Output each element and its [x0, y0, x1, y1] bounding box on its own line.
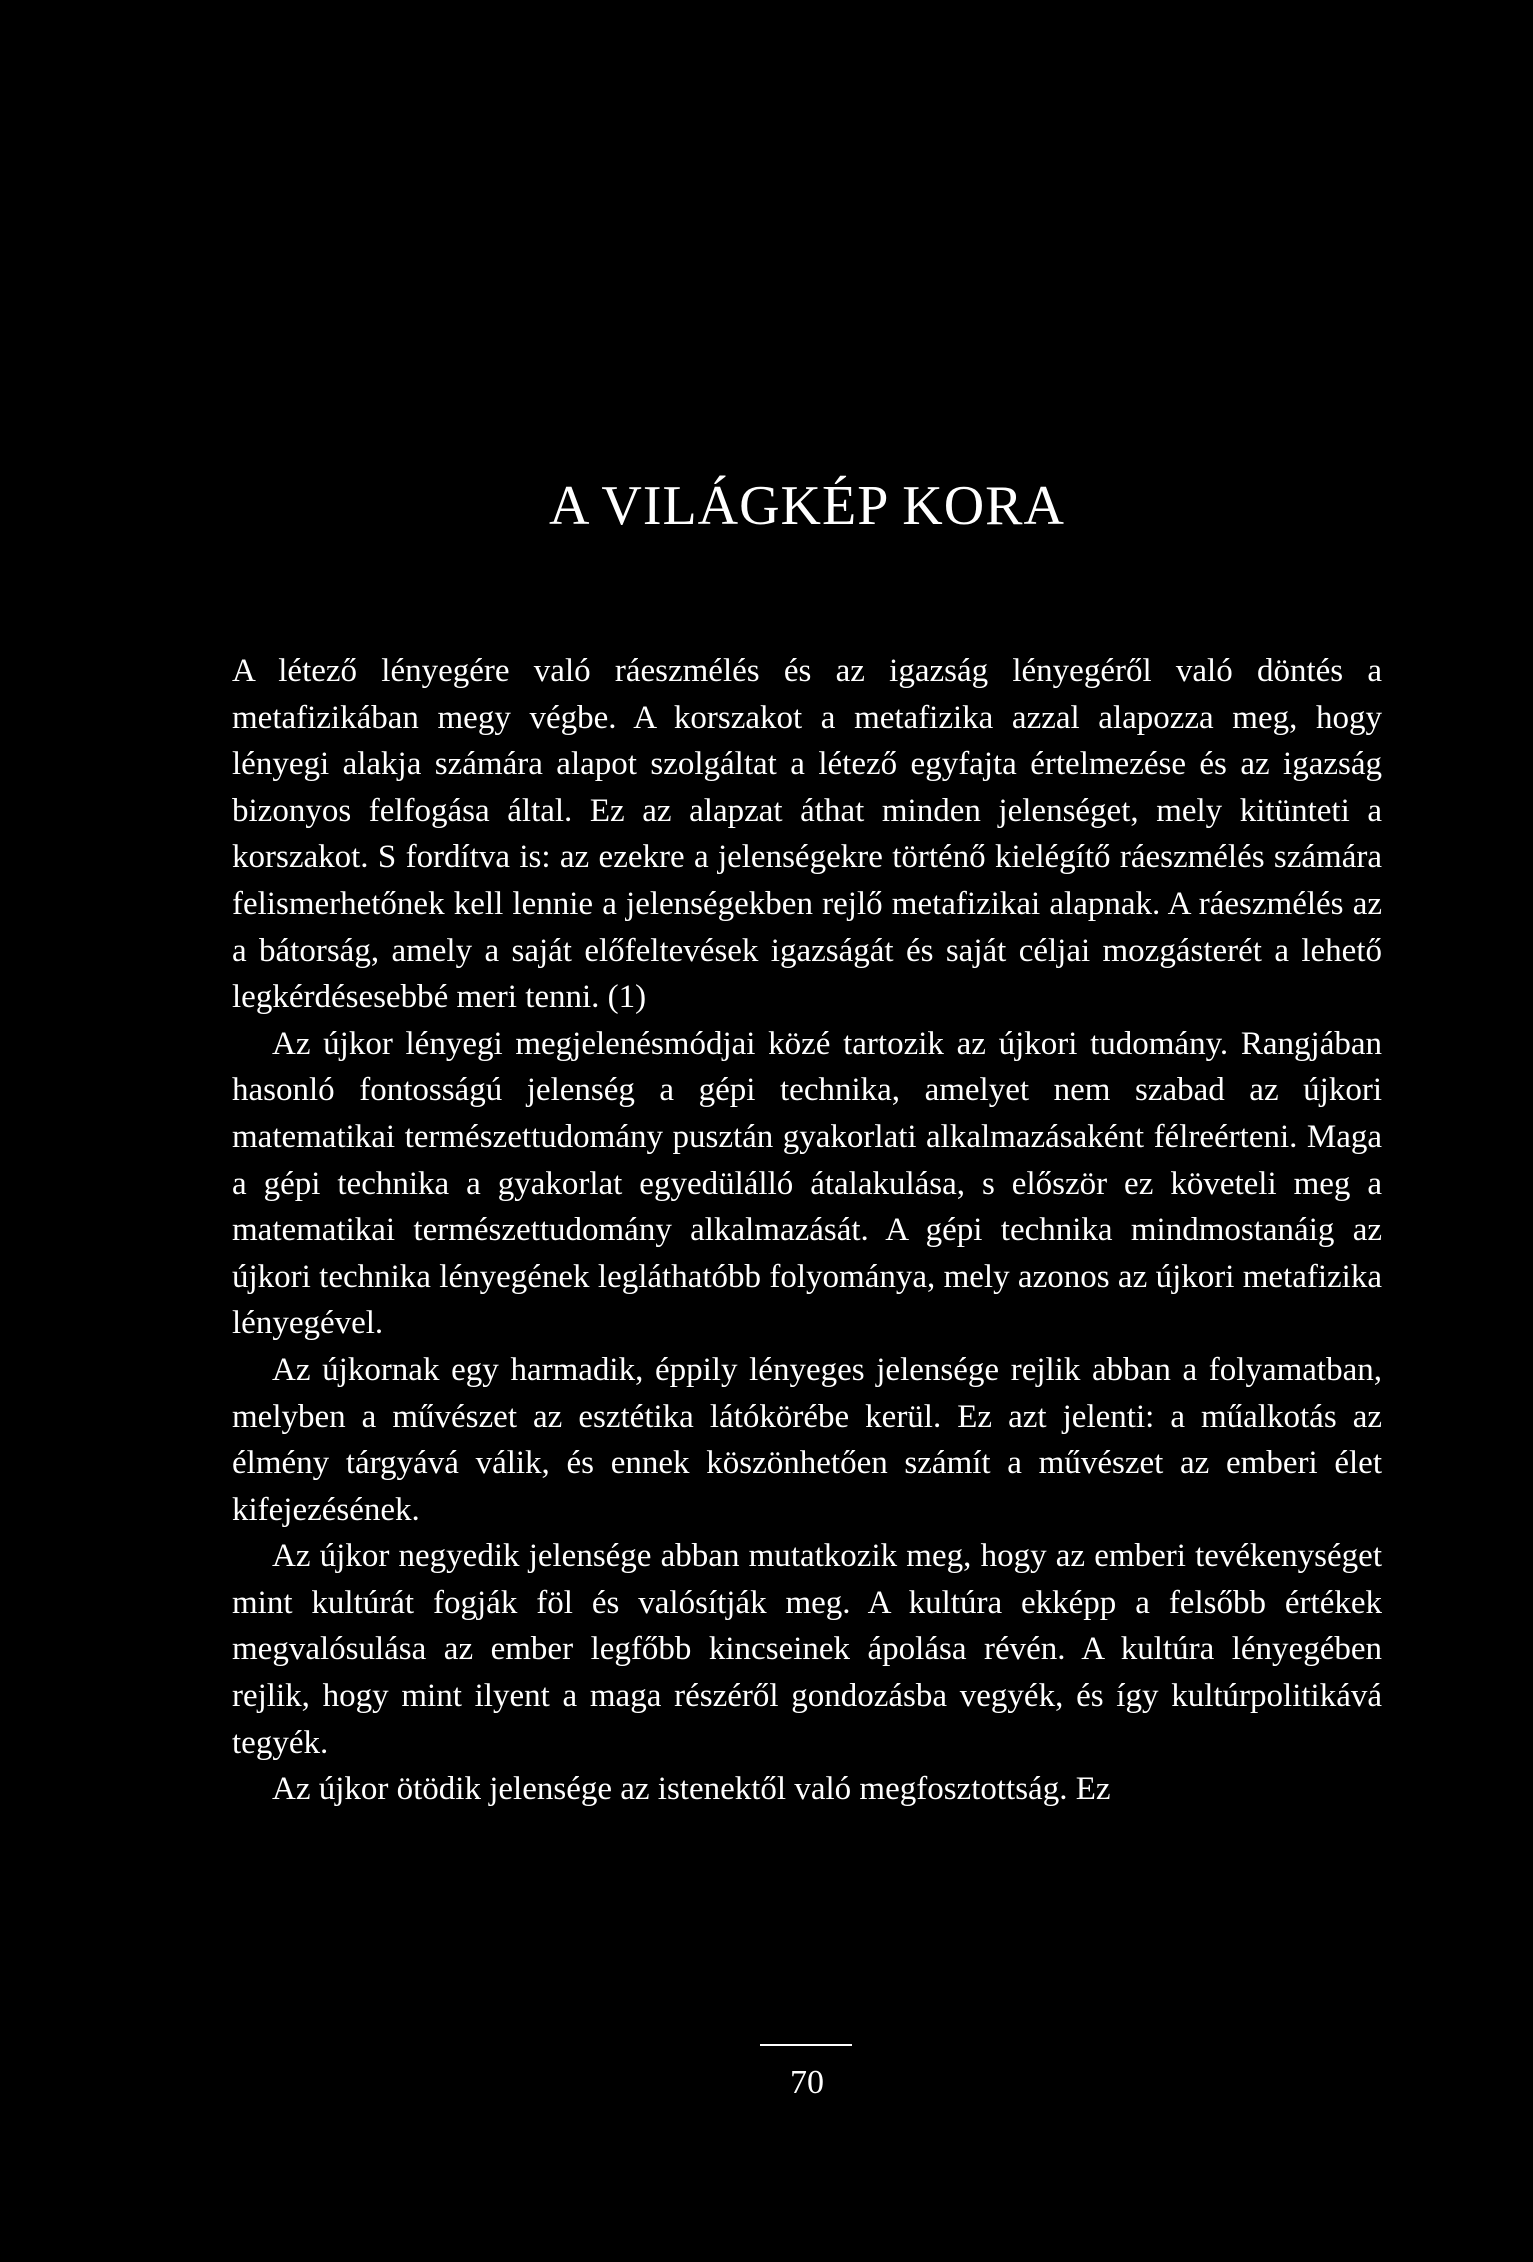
paragraph-5: Az újkor ötödik jelensége az istenektől való megfosztottság. Ez [272, 1771, 1111, 1808]
paragraph-2: Az újkor lényegi megjelenésmódjai közé tartozik az újkori tudomány. Rangjában hasonló fontosságú jelenség a gépi technika, amelyet nem szabad az újkori matematikai természettudomány pusztán gyakorlati alkalmazásaként félreérteni. Maga a gépi technika a gyakorlat egyedülálló átalakulása, s először ez követeli meg a matematikai természettudomány alkalmazását. A gépi technika mindmostanáig az újkori technika lényegének legláthatóbb folyománya, mely azonos az újkori metafizika lényegével. [232, 1025, 1382, 1342]
footer-divider [760, 2044, 852, 2046]
paragraph-4: Az újkor negyedik jelensége abban mutatkozik meg, hogy az emberi tevékenységet mint kultúrát fogják föl és valósítják meg. A kultúra ekképp a felsőbb értékek megvalósulása az ember legfőbb kincseinek ápolása révén. A kultúra lényegében rejlik, hogy mint ilyent a maga részéről gondozásba vegyék, és így kultúrpolitikává tegyék. [232, 1538, 1382, 1761]
book-page [232, 0, 1382, 2262]
paragraph-3: Az újkornak egy harmadik, éppily lényeges jelensége rejlik abban a folyamatban, melyben a művészet az esztétika látókörébe kerül. Ez azt jelenti: a műalkotás az élmény tárgyává válik, és ennek köszönhetően számít a művészet az emberi élet kifejezésének. [232, 1351, 1382, 1528]
body-text [232, 648, 1382, 1813]
paragraph-1: A létező lényegére való ráeszmélés és az igazság lényegéről való döntés a metafizikában megy végbe. A korszakot a metafizika azzal alapozza meg, hogy lényegi alakja számára alapot szolgáltat a létező egyfajta értelmezése és az igazság bizonyos felfogása által. Ez az alapzat áthat minden jelenséget, mely kitünteti a korszakot. S fordítva is: az ezekre a jelenségekre történő kielégítő ráeszmélés számára felismerhetőnek kell lennie a jelenségekben rejlő metafizikai alapnak. A ráeszmélés az a bátorság, amely a saját előfeltevések igazságát és saját céljai mozgásterét a lehető legkérdésesebbé meri tenni. (1) [232, 653, 1382, 1016]
chapter-title: A VILÁGKÉP KORA [549, 475, 1065, 537]
page-number: 70 [790, 2064, 824, 2101]
